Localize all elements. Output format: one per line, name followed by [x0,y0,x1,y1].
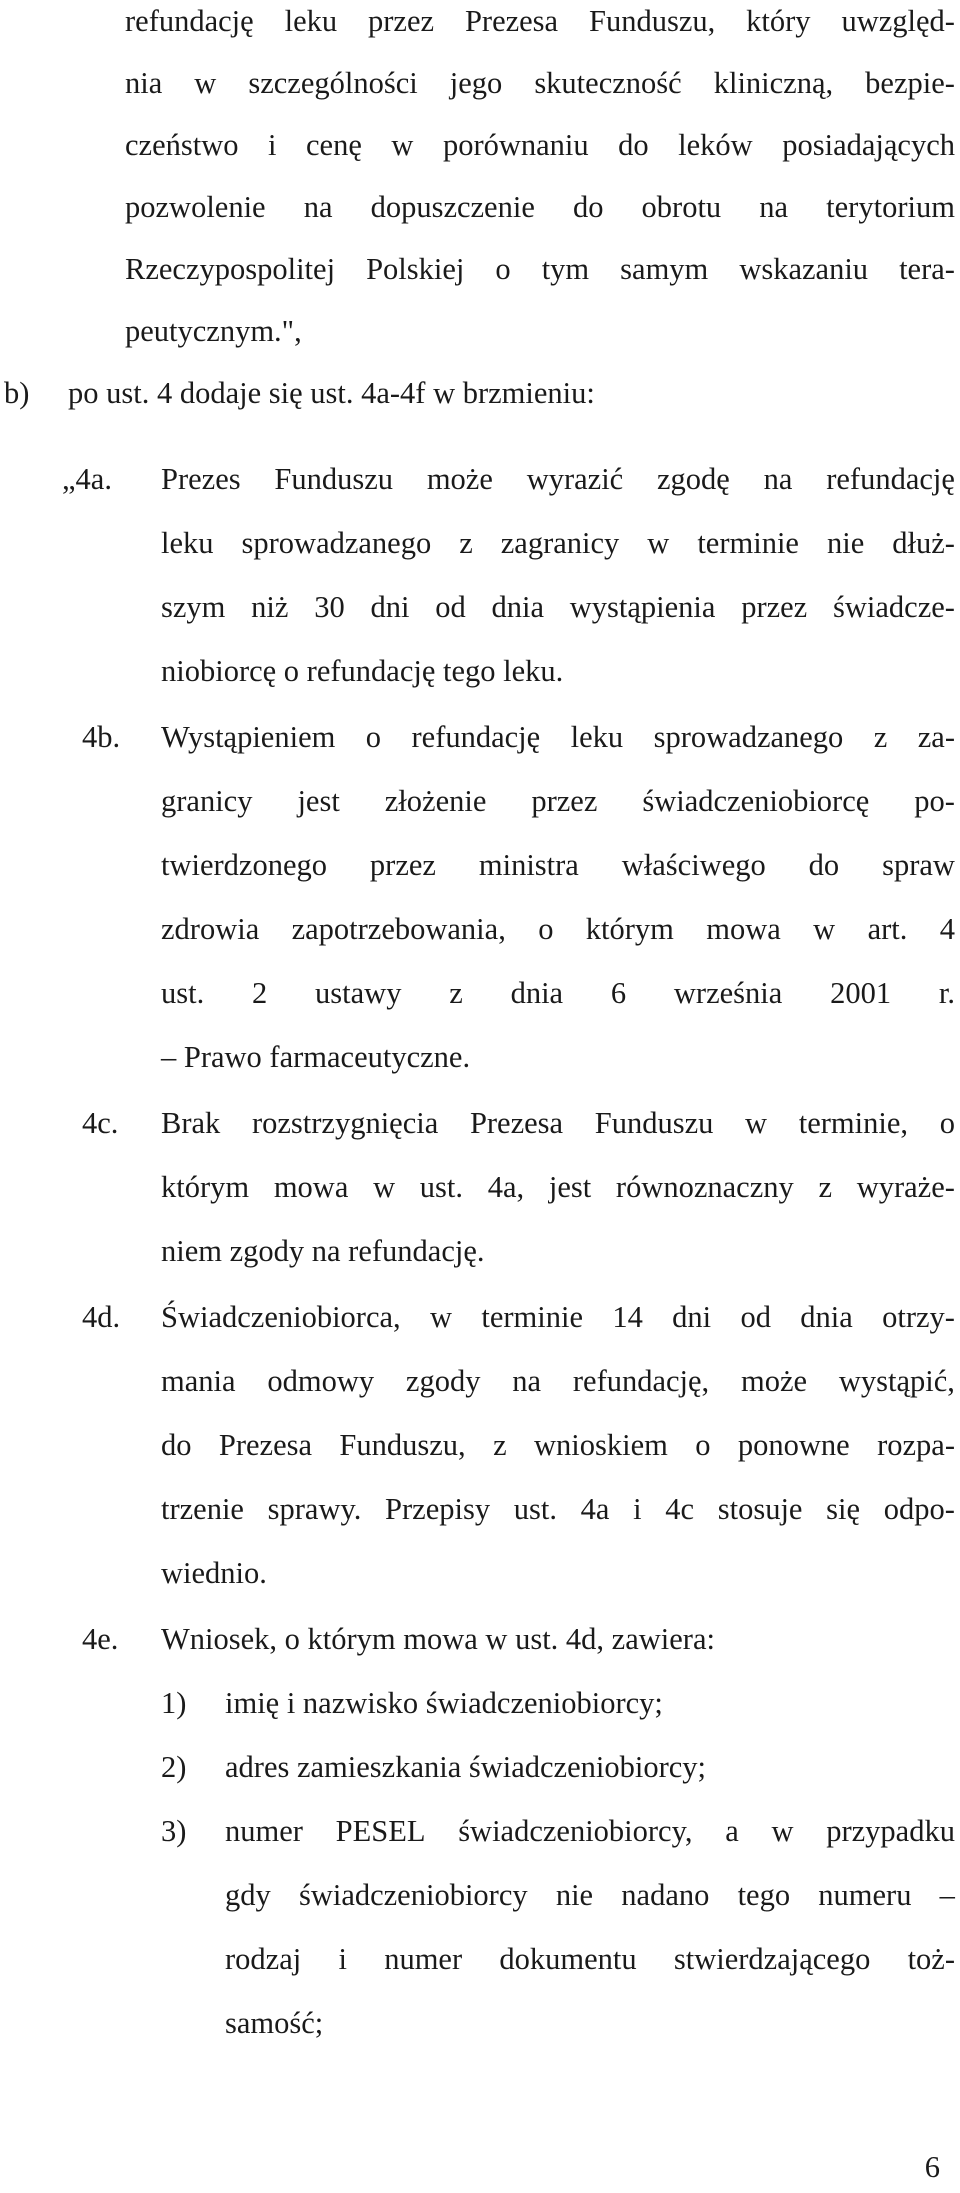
section-label-4d: 4d. [82,1300,121,1334]
list-item-label-1: 1) [161,1686,187,1720]
section-line: trzenie sprawy. Przepisy ust. 4a i 4c stosuje się odpo- [161,1492,955,1526]
list-item-label-3: 3) [161,1814,187,1848]
list-item-line: imię i nazwisko świadczeniobiorcy; [225,1686,663,1720]
intro-line: czeństwo i cenę w porównaniu do leków posiadających [125,128,955,162]
section-line: zdrowia zapotrzebowania, o którym mowa w art. 4 [161,912,955,946]
section-label-4b: 4b. [82,720,121,754]
section-line: leku sprowadzanego z zagranicy w terminie nie dłuż- [161,526,955,560]
list-item-line: gdy świadczeniobiorcy nie nadano tego numeru – [225,1878,955,1912]
section-label-4e: 4e. [82,1622,119,1656]
section-line: niobiorcę o refundację tego leku. [161,654,564,688]
point-b-text: po ust. 4 dodaje się ust. 4a-4f w brzmieniu: [68,376,595,410]
section-line: mania odmowy zgody na refundację, może wystąpić, [161,1364,955,1398]
section-line: Wystąpieniem o refundację leku sprowadzanego z za- [161,720,955,754]
section-line: szym niż 30 dni od dnia wystąpienia przez świadcze- [161,590,955,624]
intro-line: nia w szczególności jego skuteczność kliniczną, bezpie- [125,66,955,100]
section-line: granicy jest złożenie przez świadczeniobiorcę po- [161,784,955,818]
section-label-4c: 4c. [82,1106,119,1140]
list-item-line: numer PESEL świadczeniobiorcy, a w przypadku [225,1814,955,1848]
section-line: Brak rozstrzygnięcia Prezesa Funduszu w terminie, o [161,1106,955,1140]
intro-line: Rzeczypospolitej Polskiej o tym samym wskazaniu tera- [125,252,955,286]
intro-line: peutycznym.", [125,314,302,348]
section-label-4a: „4a. [62,462,112,496]
section-line: Wniosek, o którym mowa w ust. 4d, zawiera: [161,1622,715,1656]
section-line: – Prawo farmaceutyczne. [161,1040,471,1074]
intro-line: refundację leku przez Prezesa Funduszu, który uwzględ- [125,4,955,38]
list-item-line: samość; [225,2006,324,2040]
section-line: wiednio. [161,1556,267,1590]
point-b-label: b) [4,376,30,410]
list-item-line: rodzaj i numer dokumentu stwierdzającego toż- [225,1942,955,1976]
list-item-line: adres zamieszkania świadczeniobiorcy; [225,1750,707,1784]
list-item-label-2: 2) [161,1750,187,1784]
section-line: którym mowa w ust. 4a, jest równoznaczny z wyraże- [161,1170,955,1204]
section-line: do Prezesa Funduszu, z wnioskiem o ponowne rozpa- [161,1428,955,1462]
section-line: Świadczeniobiorca, w terminie 14 dni od dnia otrzy- [161,1300,955,1334]
section-line: twierdzonego przez ministra właściwego do spraw [161,848,955,882]
intro-line: pozwolenie na dopuszczenie do obrotu na terytorium [125,190,955,224]
section-line: ust. 2 ustawy z dnia 6 września 2001 r. [161,976,955,1010]
page-number: 6 [924,2150,940,2184]
section-line: niem zgody na refundację. [161,1234,485,1268]
section-line: Prezes Funduszu może wyrazić zgodę na refundację [161,462,955,496]
